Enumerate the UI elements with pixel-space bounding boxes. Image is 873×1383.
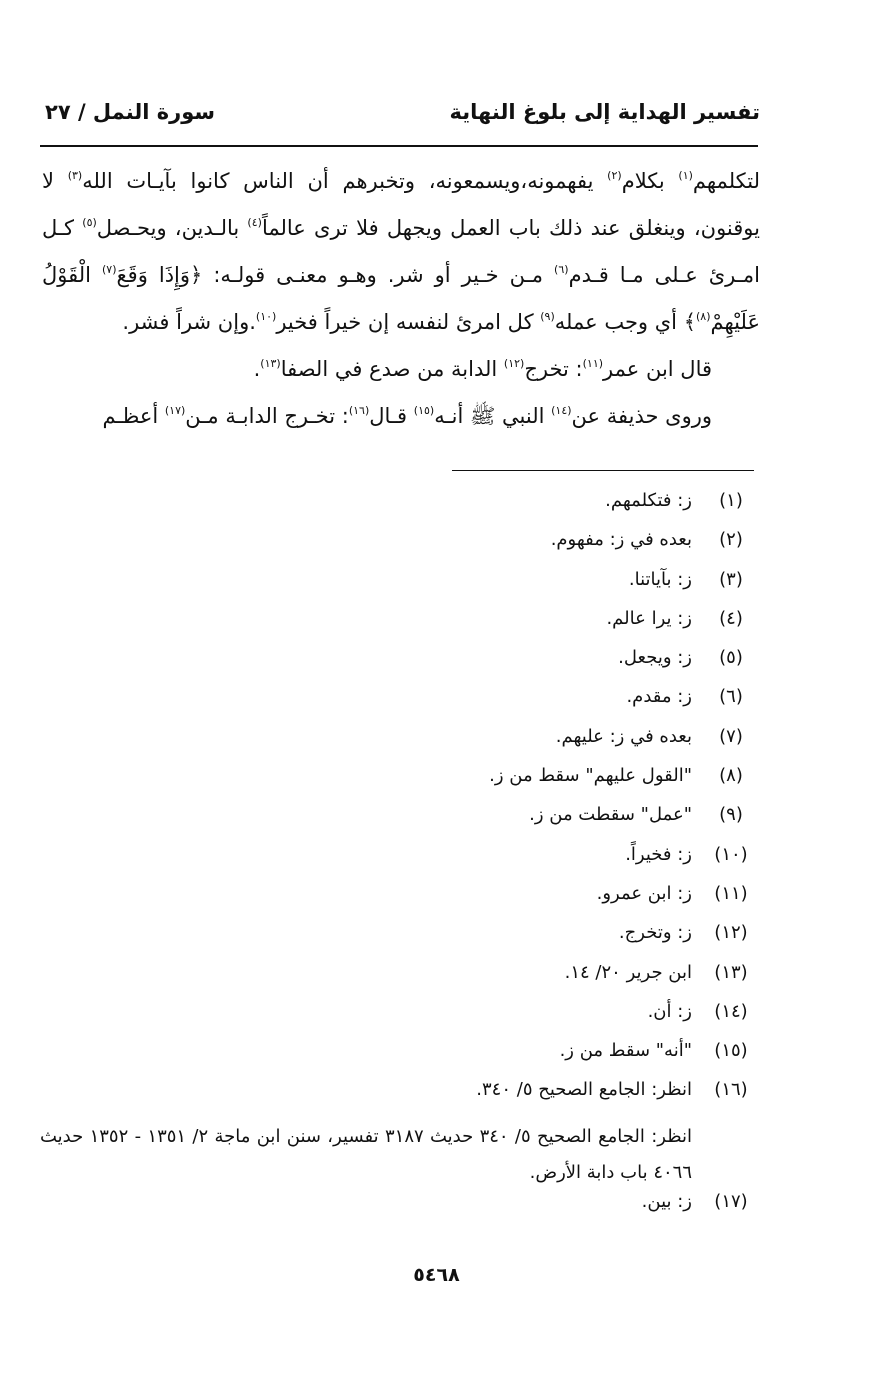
footnote-number: (١٧) [714,1190,748,1212]
footnote-ref: (٩) [540,310,555,323]
footnote-text: ابن جرير ٢٠/ ١٤. [564,961,692,983]
footnote-text: ز: ويجعل. [618,647,692,669]
text-segment: .وإن شراً فشر. [122,310,256,334]
footnote [40,569,756,608]
footnote [40,647,756,686]
footnote-text: ز: فتكلمهم. [605,490,692,511]
text-segment: الدابة من صدع في الصفا [280,357,504,381]
surah-title: سورة النمل / ٢٧ [45,100,216,124]
footnote-ref: (٤) [247,216,262,229]
footnote-ref: (١٦) [348,404,370,417]
footnote-text: ز: وتخرج. [618,922,692,944]
footnote-ref: (١٢) [503,357,525,370]
footnote-text: "القول عليهم" سقط من ز. [489,765,692,787]
text-segment: قـال [369,404,414,428]
footnote [40,922,756,961]
text-segment: لتكلمهم [692,169,760,193]
footnotes [40,490,756,1230]
footnote-number: (٩) [719,804,743,826]
quran-quote: الْقَوْلُ عَلَيْهِمْ [42,263,760,334]
paragraph-3 [42,393,760,440]
page-number: ٥٤٦٨ [413,1264,460,1286]
footnote [40,1001,756,1040]
paragraph-2 [42,346,760,393]
footnote [40,726,756,765]
footnote-text: "أنه" سقط من ز. [559,1040,692,1062]
footnote-ref: (٢) [607,169,622,182]
footnote-continuation: انظر: الجامع الصحيح ٥/ ٣٤٠ حديث ٣١٨٧ تفسير، سنن ابن ماجة ٢/ ١٣٥١ - ١٣٥٢ حديث ٤٠٦٦ باب دابة الأرض. [40,1125,693,1183]
footnote-number: (١٤) [714,1000,748,1022]
footnote [40,608,756,647]
footnote-number: (١٦) [714,1079,748,1101]
footnote [40,962,756,1001]
text-segment: كـل امـرئ عـلى مـا قـدم [42,216,760,287]
footnote [40,1040,756,1079]
footnote-number: (٧) [719,725,743,747]
footnote [40,883,756,922]
footnote-ref: (٣) [67,169,83,182]
text-segment: مـن خـير أو شر. وهـو معنـى قولـه: ﴿وَإِذَا وَقَعَ [116,263,555,287]
text-segment: وروى حذيفة عن [571,404,712,428]
book-title: تفسير الهداية إلى بلوغ النهاية [449,100,760,124]
text-segment: كل امرئ لنفسه إن خيراً فخير [276,310,541,334]
footnote-number: (١) [719,490,743,511]
text-segment: : تخرج [524,357,583,381]
footnote [40,1191,756,1230]
footnote-ref: (٦) [554,263,569,276]
text-segment: بالـدين، ويحـصل [96,216,248,240]
footnote-ref: (١٥) [413,404,435,417]
footnote [40,804,756,843]
text-segment: : تخـرج الدابـة مـن [185,404,349,428]
footnote [40,1079,756,1118]
footnote-text: ز: بآياتنا. [628,568,692,590]
text-segment: أعظـم [102,404,165,428]
text-segment: لا يوقنون، وينغلق عند ذلك باب العمل ويجهل فلا ترى عالماً [42,169,760,240]
footnote-number: (١١) [714,882,748,904]
footnote-text: ز: بين. [641,1190,692,1212]
footnote-ref: (١٣) [260,357,281,370]
text-segment: يفهمونه،ويسمعونه، وتخبرهم أن الناس كانوا بآيـات الله [82,169,608,193]
footnote-text: ز: مقدم. [626,686,692,708]
main-text [42,158,760,440]
footnote-number: (٨) [719,765,743,787]
text-segment: بكلام [621,169,679,193]
footnote-text: بعده في ز: مفهوم. [550,529,692,551]
footnote-number: (١٥) [714,1040,748,1062]
footnote-number: (٢) [719,529,743,551]
footnote-number: (١٠) [714,843,748,865]
footnote-number: (٥) [719,647,743,669]
text-segment: ﴾ أي وجب عمله [554,310,696,334]
footnote-text: ز: يرا عالم. [606,607,692,629]
footnote-number: (٤) [719,607,743,629]
footnote [40,490,756,529]
footnote-text: "عمل" سقطت من ز. [529,804,692,826]
text-segment: قال ابن عمر [603,357,712,381]
footnote-ref: (١) [678,169,693,182]
footnote-text: ز: أن. [647,1000,692,1022]
footnote [40,765,756,804]
footnote-number: (١٢) [714,922,748,944]
running-header [45,100,760,140]
footnote-ref: (٥) [82,216,97,229]
footnote-number: (١٣) [714,961,748,983]
footnote [40,686,756,725]
footnote [40,844,756,883]
paragraph-1 [42,158,760,346]
footnote-text: بعده في ز: عليهم. [555,725,692,747]
footnote-ref: (٧) [101,263,117,276]
footnote-text: انظر: الجامع الصحيح ٥/ ٣٤٠. [476,1079,692,1101]
footnote-ref: (٨) [696,310,711,323]
footnote-text: ز: ابن عمرو. [596,882,692,904]
footnote-separator [452,470,754,471]
header-rule [40,145,758,147]
footnote [40,529,756,568]
footnote-ref: (١٧) [164,404,186,417]
text-segment: . [253,357,261,381]
footnote-number: (٦) [719,686,743,708]
footnote-ref: (١٤) [551,404,572,417]
footnote-number: (٣) [719,568,743,590]
footnote-ref: (١٠) [255,310,277,323]
text-segment: النبي ﷺ أنـه [434,404,552,428]
footnote-text: ز: فخيراً. [625,843,692,865]
footnote-ref: (١١) [582,357,604,370]
